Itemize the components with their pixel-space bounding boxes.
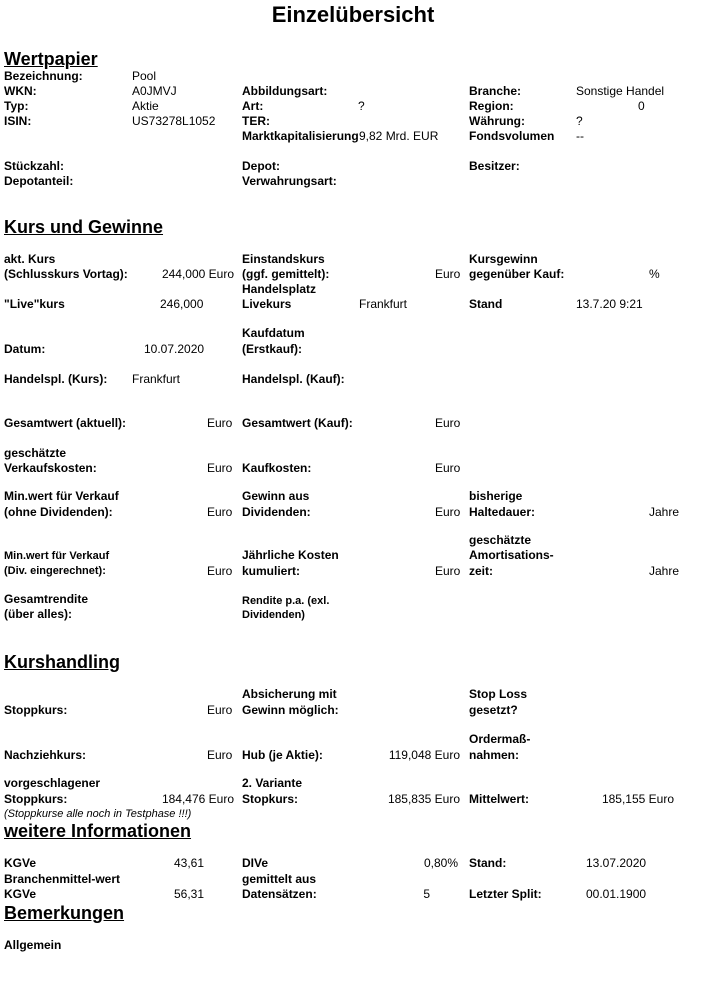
value-vorg: 184,476 Euro [161, 792, 234, 806]
label-fondsvolumen: Fondsvolumen [469, 129, 555, 143]
value-stand: 13.7.20 9:21 [576, 297, 643, 311]
label-split: Letzter Split: [469, 887, 542, 901]
label-jk-2: kumuliert: [242, 564, 301, 578]
section-kurshandling: Kurshandling [4, 652, 120, 672]
label-min1-2: (ohne Dividenden): [4, 505, 113, 519]
label-bm-2: KGVe [4, 887, 37, 901]
label-min1-1: Min.wert für Verkauf [4, 489, 119, 503]
label-rpa-1: Rendite p.a. (exl. [242, 595, 330, 607]
label-bm-1: Branchenmittel-wert [4, 872, 121, 886]
label-ds-2: Datensätzen: [242, 887, 317, 901]
value-bm: 56,31 [174, 887, 205, 901]
value-live: 246,000 [160, 297, 204, 311]
label-sl-2: gesetzt? [469, 703, 518, 717]
label-akt-kurs-1: akt. Kurs [4, 252, 56, 266]
label-vorg-1: vorgeschlagener [4, 776, 101, 790]
label-live: "Live"kurs [4, 297, 65, 311]
label-besitzer: Besitzer: [469, 159, 520, 173]
label-stand: Stand [469, 297, 503, 311]
unit-halte: Jahre [649, 505, 680, 519]
value-marktkap: 9,82 Mrd. EUR [359, 129, 439, 143]
label-ds-1: gemittelt aus [242, 872, 317, 886]
value-dive: 0,80% [423, 856, 458, 870]
unit-einstand: Euro [435, 267, 461, 281]
label-amort-3: zeit: [469, 564, 493, 578]
label-var-2: Stopkurs: [242, 792, 299, 806]
unit-gew-div: Euro [435, 505, 461, 519]
label-handelsplatz-1: Handelsplatz [242, 282, 317, 296]
label-dive: DIVe [242, 856, 269, 870]
label-waehrung: Währung: [469, 114, 525, 128]
label-gesamt-akt: Gesamtwert (aktuell): [4, 416, 127, 430]
value-mittel: 185,155 Euro [601, 792, 674, 806]
label-region: Region: [469, 99, 514, 113]
label-vk-1: geschätzte [4, 446, 67, 460]
label-hp-kauf: Handelspl. (Kauf): [242, 372, 345, 386]
label-jk-1: Jährliche Kosten [242, 548, 339, 562]
label-marktkap: Marktkapitalisierung [242, 129, 359, 143]
value-datum: 10.07.2020 [144, 342, 205, 356]
label-kursgewinn-2: gegenüber Kauf: [469, 267, 565, 281]
label-vk-2: Verkaufskosten: [4, 461, 97, 475]
value-ds: 5 [423, 887, 430, 901]
value-branche: Sonstige Handel [576, 84, 665, 98]
page-title: Einzelübersicht [271, 2, 435, 27]
value-typ: Aktie [132, 99, 159, 113]
label-wkn: WKN: [4, 84, 37, 98]
value-kgve: 43,61 [174, 856, 205, 870]
label-gew-div-1: Gewinn aus [242, 489, 310, 503]
value-var: 185,835 Euro [387, 792, 460, 806]
label-gesamt-kauf: Gesamtwert (Kauf): [242, 416, 353, 430]
label-gew-div-2: Dividenden: [242, 505, 311, 519]
label-kursgewinn-1: Kursgewinn [469, 252, 538, 266]
label-branche: Branche: [469, 84, 522, 98]
label-nach: Nachziehkurs: [4, 748, 87, 762]
label-kaufkosten: Kaufkosten: [242, 461, 312, 475]
unit-min1: Euro [207, 505, 233, 519]
label-abs-2: Gewinn möglich: [242, 703, 339, 717]
label-gr-1: Gesamtrendite [4, 592, 89, 606]
section-bemerkungen: Bemerkungen [4, 903, 125, 923]
unit-gesamt-kauf: Euro [435, 416, 461, 430]
label-ter: TER: [242, 114, 270, 128]
section-weitere-informationen: weitere Informationen [4, 821, 192, 841]
section-wertpapier: Wertpapier [4, 49, 98, 69]
unit-kursgewinn: % [649, 267, 660, 281]
unit-amort: Jahre [649, 564, 680, 578]
label-art: Art: [242, 99, 264, 113]
label-min2-2: (Div. eingerechnet): [4, 565, 106, 577]
value-akt-kurs: 244,000 Euro [161, 267, 234, 281]
label-hp-kurs: Handelspl. (Kurs): [4, 372, 108, 386]
label-halte-1: bisherige [469, 489, 523, 503]
value-region: 0 [638, 99, 645, 113]
label-kaufdatum-2: (Erstkauf): [242, 342, 303, 356]
unit-kaufkosten: Euro [435, 461, 461, 475]
label-sl-1: Stop Loss [469, 687, 528, 701]
value-wkn: A0JMVJ [132, 84, 177, 98]
label-stueckzahl: Stückzahl: [4, 159, 65, 173]
value-waehrung: ? [576, 114, 583, 128]
label-abbildungsart: Abbildungsart: [242, 84, 328, 98]
label-typ: Typ: [4, 99, 29, 113]
label-handelsplatz-2: Livekurs [242, 297, 292, 311]
label-depotanteil: Depotanteil: [4, 174, 74, 188]
label-bezeichnung: Bezeichnung: [4, 69, 83, 83]
value-stand-weitere: 13.07.2020 [586, 856, 647, 870]
label-stopp: Stoppkurs: [4, 703, 68, 717]
note-testphase: (Stoppkurse alle noch in Testphase !!!) [4, 808, 192, 820]
unit-stopp: Euro [207, 703, 233, 717]
unit-min2: Euro [207, 564, 233, 578]
label-isin: ISIN: [4, 114, 32, 128]
label-amort-1: geschätzte [469, 533, 532, 547]
label-amort-2: Amortisations- [469, 548, 554, 562]
value-fondsvolumen: -- [576, 129, 584, 143]
value-hub: 119,048 Euro [388, 748, 460, 762]
section-kurs-und-gewinne: Kurs und Gewinne [4, 217, 164, 237]
label-order-1: Ordermaß- [469, 732, 531, 746]
label-datum: Datum: [4, 342, 46, 356]
value-handelsplatz: Frankfurt [359, 297, 408, 311]
label-order-2: nahmen: [469, 748, 520, 762]
label-vorg-2: Stoppkurs: [4, 792, 68, 806]
value-hp-kurs: Frankfurt [132, 372, 181, 386]
value-art: ? [358, 99, 365, 113]
label-gr-2: (über alles): [4, 607, 73, 621]
label-kgve: KGVe [4, 856, 37, 870]
label-hub: Hub (je Aktie): [242, 748, 323, 762]
label-var-1: 2. Variante [242, 776, 303, 790]
value-isin: US73278L1052 [132, 114, 216, 128]
value-bezeichnung: Pool [132, 69, 157, 83]
value-split: 00.01.1900 [586, 887, 647, 901]
label-stand-weitere: Stand: [469, 856, 507, 870]
label-abs-1: Absicherung mit [242, 687, 337, 701]
label-kaufdatum-1: Kaufdatum [242, 326, 305, 340]
label-allgemein: Allgemein [4, 938, 62, 952]
label-depot: Depot: [242, 159, 280, 173]
label-einstand-1: Einstandskurs [242, 252, 325, 266]
unit-gesamt-akt: Euro [207, 416, 233, 430]
label-rpa-2: Dividenden) [242, 609, 305, 621]
unit-vk: Euro [207, 461, 233, 475]
label-verwahrungsart: Verwahrungsart: [242, 174, 337, 188]
label-mittel: Mittelwert: [469, 792, 529, 806]
label-min2-1: Min.wert für Verkauf [4, 550, 110, 562]
label-akt-kurs-2: (Schlusskurs Vortag): [4, 267, 128, 281]
label-halte-2: Haltedauer: [469, 505, 536, 519]
unit-nach: Euro [207, 748, 233, 762]
unit-jk: Euro [435, 564, 461, 578]
label-einstand-2: (ggf. gemittelt): [242, 267, 330, 281]
